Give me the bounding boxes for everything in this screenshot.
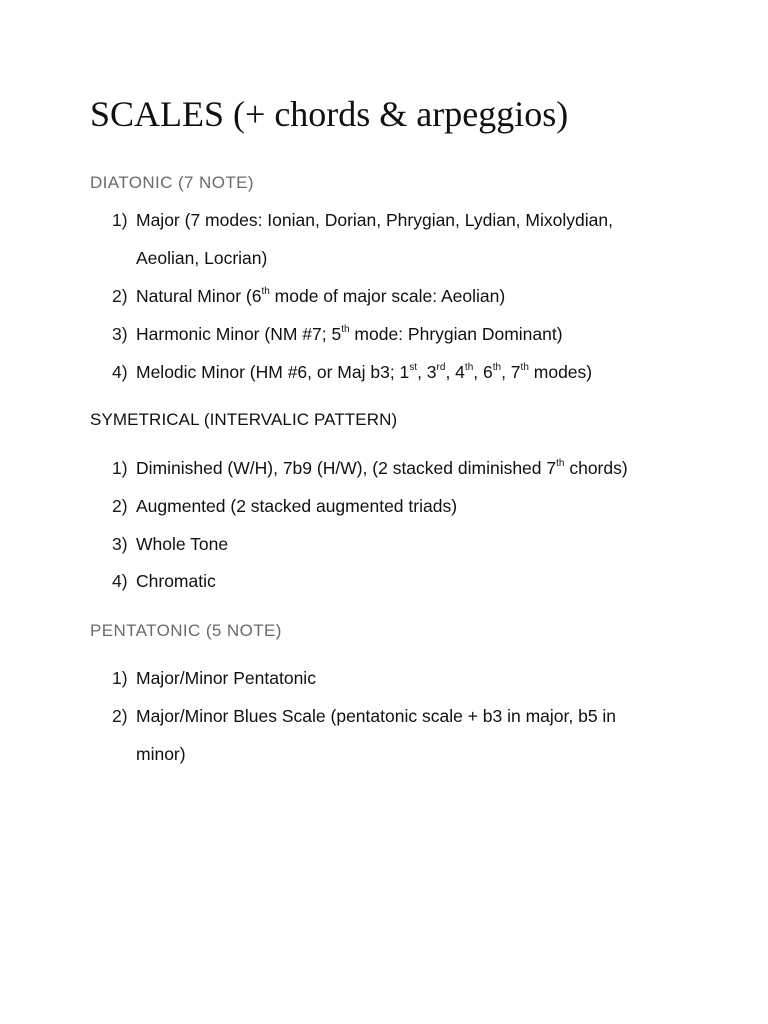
list-item-text: Chromatic	[136, 571, 216, 591]
list-number: 1)	[112, 668, 128, 688]
list-item-text-continued: Aeolian, Locrian)	[136, 248, 268, 268]
list-item-text: Major/Minor Pentatonic	[136, 668, 316, 688]
list-item-text: Harmonic Minor (NM #7; 5th mode: Phrygian Dominant)	[136, 324, 563, 344]
list-item-text: Diminished (W/H), 7b9 (H/W), (2 stacked diminished 7th chords)	[136, 458, 628, 478]
list-number: 2)	[112, 286, 128, 306]
list-item-text-continued: minor)	[136, 744, 186, 764]
list-item-text: Natural Minor (6th mode of major scale: Aeolian)	[136, 286, 506, 306]
list-item-text: Augmented (2 stacked augmented triads)	[136, 496, 458, 516]
list-item-text: Major (7 modes: Ionian, Dorian, Phrygian, Lydian, Mixolydian,	[136, 210, 613, 230]
list-number: 4)	[112, 571, 128, 591]
page-title: SCALES (+ chords & arpeggios)	[90, 94, 569, 134]
section-heading-diatonic: DIATONIC (7 NOTE)	[90, 173, 254, 192]
list-number: 1)	[112, 210, 128, 230]
list-item-text: Melodic Minor (HM #6, or Maj b3; 1st, 3rd, 4th, 6th, 7th modes)	[136, 362, 593, 382]
list-number: 4)	[112, 362, 128, 382]
section-heading-pentatonic: PENTATONIC (5 NOTE)	[90, 621, 282, 640]
list-number: 1)	[112, 458, 128, 478]
list-number: 2)	[112, 496, 128, 516]
section-heading-symetrical: SYMETRICAL (INTERVALIC PATTERN)	[90, 410, 398, 429]
list-number: 3)	[112, 324, 128, 344]
list-number: 3)	[112, 534, 128, 554]
list-number: 2)	[112, 706, 128, 726]
list-item-text: Whole Tone	[136, 534, 229, 554]
list-item-text: Major/Minor Blues Scale (pentatonic scale + b3 in major, b5 in	[136, 706, 617, 726]
